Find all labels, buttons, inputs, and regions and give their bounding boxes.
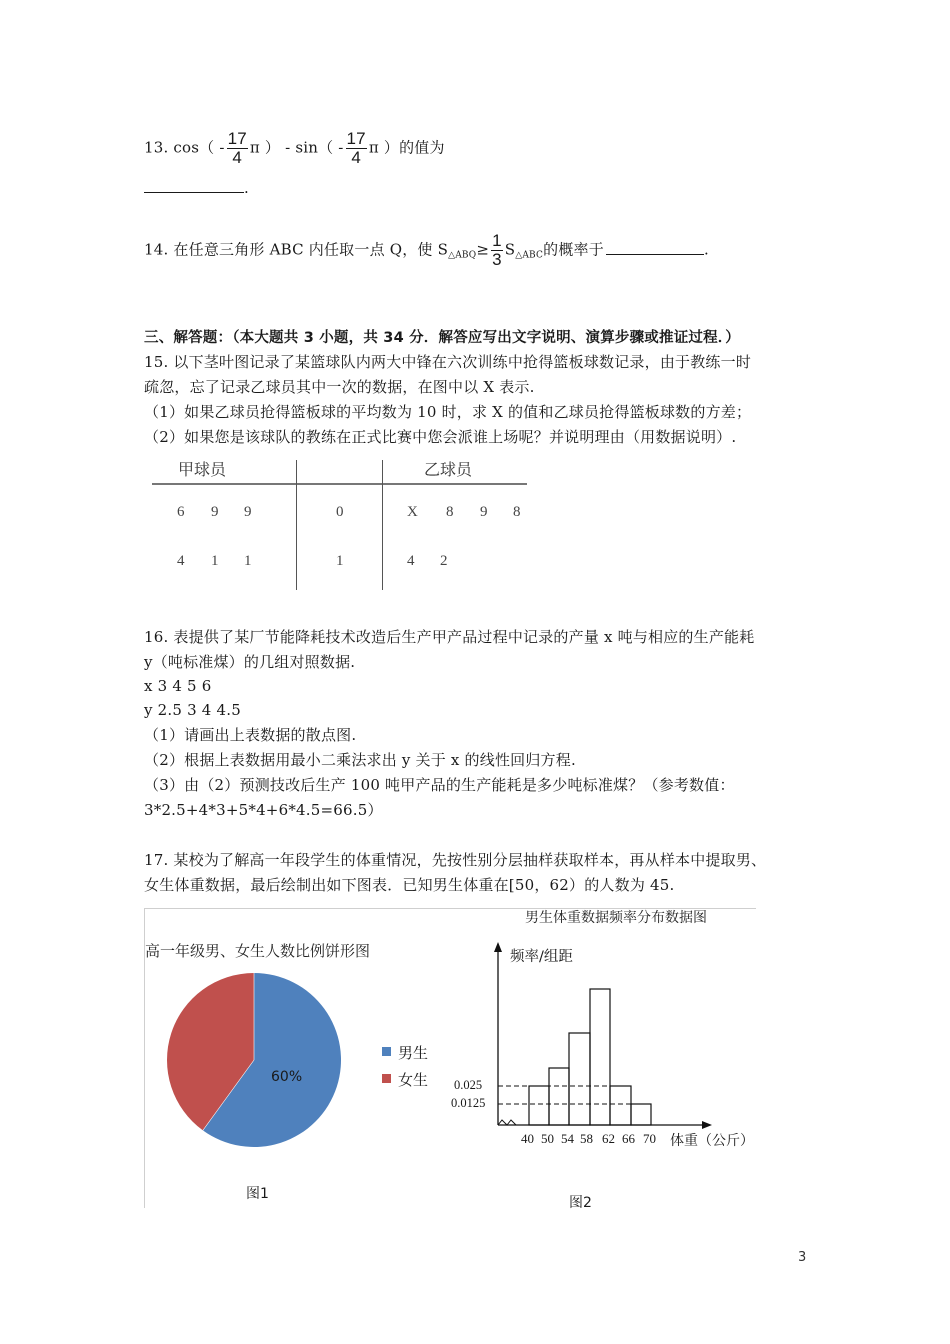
q17-line-2: 女生体重数据，最后绘制出如下图表．已知男生体重在[50，62）的人数为 45. [144,876,675,894]
page-number: 3 [798,1250,807,1265]
stem-leaf-right-header: 乙球员 [424,460,473,479]
q16-part-3-cont: 3*2.5+4*3+5*4+6*4.5=66.5） [144,801,383,819]
q16-part-2: （2）根据上表数据用最小二乘法求出 y 关于 x 的线性回归方程. [144,751,576,769]
stem-leaf-left-header: 甲球员 [178,460,227,479]
legend-label-female: 女生 [398,1071,429,1089]
leaf: 4 [177,553,185,569]
x-tick: 50 [541,1131,554,1146]
leaf: 8 [513,504,521,520]
q16-line-1: 16. 表提供了某厂节能降耗技术改造后生产甲产品过程中记录的产量 x 吨与相应的生产能耗 [144,628,755,646]
figure-1-caption: 图1 [246,1186,269,1202]
stem-leaf-divider-right [382,460,383,590]
histogram-x-label: 体重（公斤） [670,1133,754,1149]
q17-line-1: 17. 某校为了解高一年段学生的体重情况，先按性别分层抽样获取样本，再从样本中提取男、 [144,851,767,869]
leaf: 6 [177,504,185,520]
q13-prefix: 13. cos（ - [144,138,225,157]
q16-y-row: y 2.5 3 4 4.5 [144,701,241,719]
stem-leaf-divider-left [296,460,297,590]
leaf: 1 [244,553,252,569]
pie-chart [160,966,350,1156]
leaf: 9 [480,504,488,520]
q13-suffix: π ）的值为 [368,138,445,157]
x-axis-arrow-icon [702,1121,712,1129]
leaf: 9 [211,504,219,520]
histogram-bar [610,1086,631,1125]
pie-chart-title: 高一年级男、女生人数比例饼形图 [145,942,371,960]
y-tick-0-025: 0.025 [454,1078,483,1092]
figure-2-caption: 图2 [569,1195,592,1211]
x-tick: 58 [580,1131,593,1146]
axis-break-icon [498,1120,516,1125]
leaf: X [407,504,418,520]
histogram-bar [631,1104,651,1125]
pie-data-label: 60% [271,1069,303,1085]
y-tick-0-0125: 0.0125 [451,1096,486,1110]
leaf: 9 [244,504,252,520]
section-3-heading: 三、解答题：（本大题共 3 小题，共 34 分．解答应写出文字说明、演算步骤或推证过程．） [144,330,740,346]
stem: 1 [336,553,344,569]
q13-fraction-1: $\frac{17}{4}$ [227,129,247,167]
histogram-bar [529,1086,549,1125]
histogram-title: 男生体重数据频率分布数据图 [525,910,707,926]
legend-swatch-female [382,1074,391,1083]
q16-x-row: x 3 4 5 6 [144,677,212,695]
y-axis-arrow-icon [494,942,502,952]
legend-label-male: 男生 [398,1044,429,1062]
stem: 0 [336,504,344,520]
q15-line-2: 疏忽，忘了记录乙球员其中一次的数据，在图中以 X 表示. [144,378,535,396]
q14-fraction: $\frac{1}{3}$ [492,231,502,269]
histogram-bar [549,1068,569,1125]
q15-line-1: 15. 以下茎叶图记录了某篮球队内两大中锋在六次训练中抢得篮板球数记录，由于教练一时 [144,353,752,371]
x-tick: 62 [602,1131,615,1146]
x-tick: 70 [643,1131,656,1146]
x-tick: 54 [561,1131,574,1146]
leaf: 1 [211,553,219,569]
q13-answer-blank-row: . [144,178,249,198]
q13-mid: π ） - sin（ - [249,138,344,157]
leaf: 2 [440,553,448,569]
q15-part-1: （1）如果乙球员抢得篮板球的平均数为 10 时，求 X 的值和乙球员抢得篮板球数的方差； [144,403,752,421]
x-tick: 40 [521,1131,534,1146]
legend-swatch-male [382,1047,391,1056]
q16-part-1: （1）请画出上表数据的散点图. [144,726,357,744]
histogram-bar [569,1033,590,1125]
histogram-y-label: 频率/组距 [510,949,573,965]
stem-leaf-plot [0,0,950,600]
q16-line-2: y（吨标准煤）的几组对照数据. [144,653,356,671]
question-14: 14. 在任意三角形 ABC 内任取一点 Q，使 $S_{\triangle ABQ}\ge$ $\frac{1}{3}$ $S_{\triangle ABC}$的概率于 . [144,231,709,269]
leaf: 8 [446,504,454,520]
histogram-bar [590,989,610,1125]
x-tick: 66 [622,1131,635,1146]
leaf: 4 [407,553,415,569]
q13-fraction-2: $\frac{17}{4}$ [346,129,366,167]
q16-part-3: （3）由（2）预测技改后生产 100 吨甲产品的生产能耗是多少吨标准煤？（参考数值： [144,776,735,794]
q15-part-2: （2）如果您是该球队的教练在正式比赛中您会派谁上场呢？并说明理由（用数据说明）. [144,428,737,446]
stem-leaf-horizontal-rule [152,483,527,485]
